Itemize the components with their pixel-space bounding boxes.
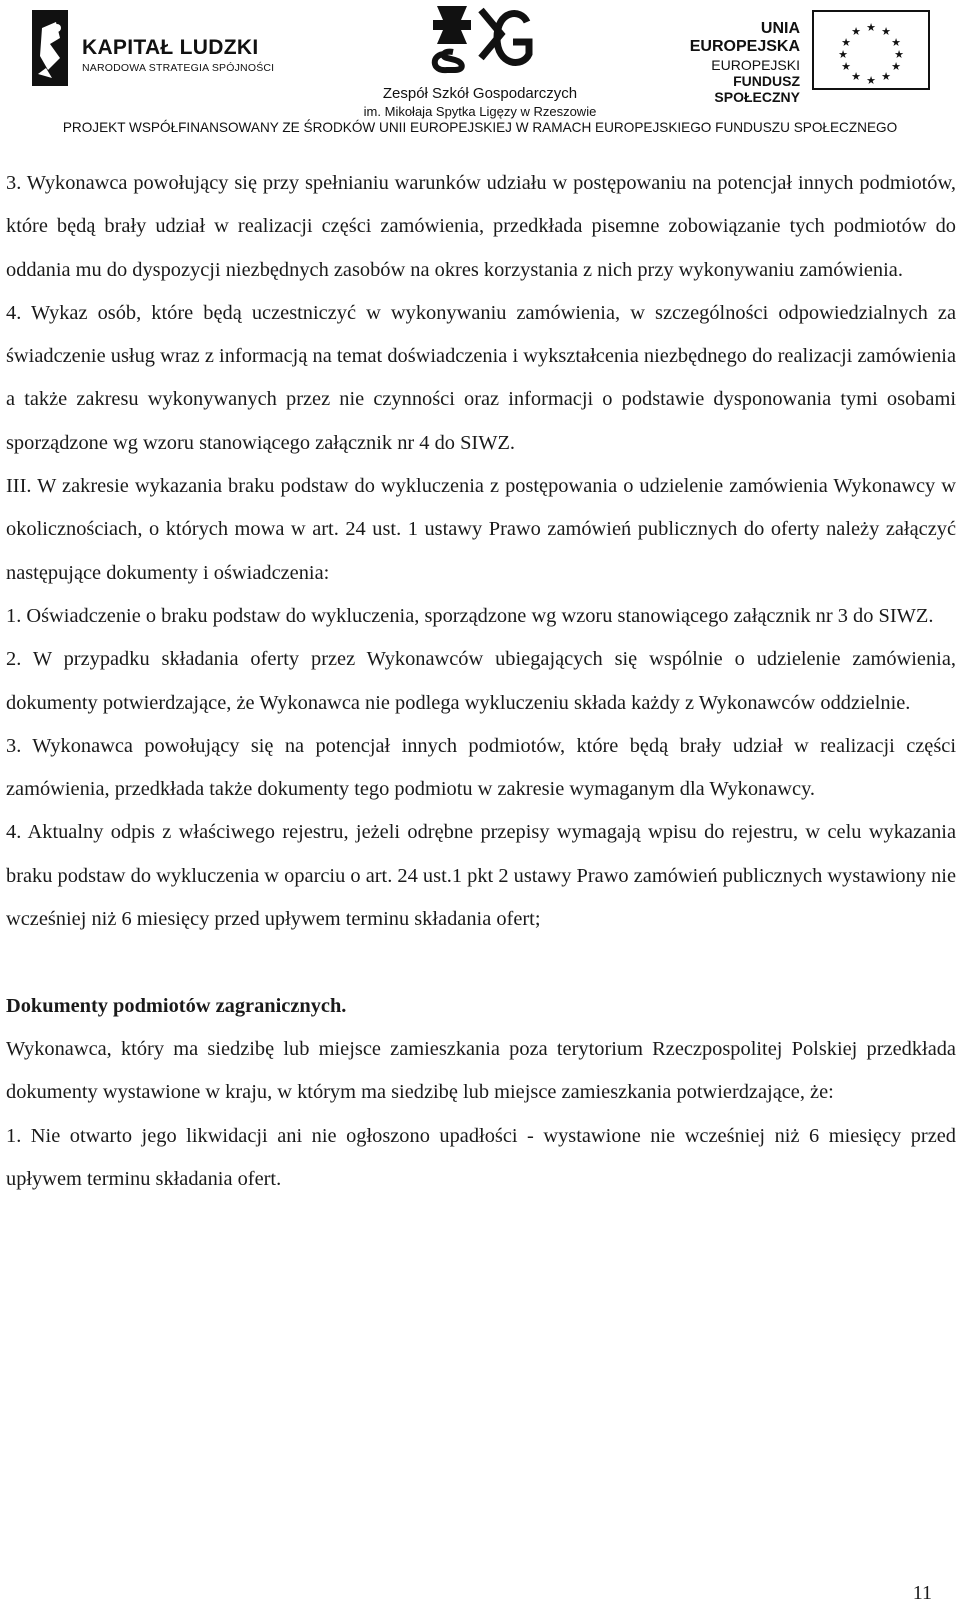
svg-text:★: ★ <box>851 70 861 83</box>
eu-logo <box>650 8 950 105</box>
section-heading-foreign: Dokumenty podmiotów zagranicznych. <box>6 994 347 1017</box>
document-header <box>0 0 960 150</box>
paragraph-iii-item-4: 4. Aktualny odpis z właściwego rejestru, jeżeli odrębne przepisy wymagają wpisu do rejestru, w celu wykazania braku podstaw do wykluczenia w oparciu o art. 24 ust.1 pkt 2 ustawy Prawo zamówień publicznych wystawiony nie wcześniej niż 6 miesięcy przed upływem terminu składania ofert; <box>6 821 956 931</box>
blank-line <box>6 941 956 984</box>
school-patron: im. Mikołaja Spytka Ligęzy w Rzeszowie <box>363 104 597 119</box>
svg-text:★: ★ <box>841 60 851 73</box>
svg-text:★: ★ <box>866 21 876 34</box>
project-cofinancing-line: PROJEKT WSPÓŁFINANSOWANY ZE ŚRODKÓW UNII EUROPEJSKIEJ W RAMACH EUROPEJSKIEGO FUNDUSZU SPOŁECZNEGO <box>62 120 898 135</box>
school-name: Zespół Szkół Gospodarczych <box>382 85 578 102</box>
paragraph-iii-item-3: 3. Wykonawca powołujący się na potencjał innych podmiotów, które będą brały udział w realizacji części zamówienia, przedkłada także dokumenty tego podmiotu w zakresie wymaganym dla Wykonawcy. <box>6 734 956 801</box>
paragraph-iii-item-1: 1. Oświadczenie o braku podstaw do wykluczenia, sporządzone wg wzoru stanowiącego załącznik nr 3 do SIWZ. <box>6 604 934 627</box>
svg-text:★: ★ <box>881 25 891 38</box>
kapital-ludzki-title: KAPITAŁ LUDZKI <box>82 36 259 59</box>
svg-text:★: ★ <box>891 36 901 49</box>
eu-line-2: EUROPEJSKI <box>711 56 800 73</box>
svg-text:★: ★ <box>866 74 876 87</box>
school-logo <box>330 4 630 119</box>
svg-text:★: ★ <box>838 48 848 61</box>
paragraph-iii-item-2: 2. W przypadku składania oferty przez Wykonawców ubiegających się wspólnie o udzielenie zamówienia, dokumenty potwierdzające, że Wykonawca nie podlega wykluczeniu składa każdy z Wykonawców oddzielnie. <box>6 648 956 714</box>
paragraph-foreign-item-1: 1. Nie otwarto jego likwidacji ani nie ogłoszono upadłości - wystawione nie wcześniej niż 6 miesięcy przed upływem terminu składania ofert. <box>6 1124 956 1190</box>
document-body <box>6 162 956 1201</box>
paragraph-item-4-personnel: 4. Wykaz osób, które będą uczestniczyć w wykonywaniu zamówienia, w szczególności odpowiedzialnych za świadczenie usług wraz z informacją na temat doświadczenia i wykształcenia niezbędnego do realizacji zamówienia a także zakresu wykonywanych przez nie czynności oraz informacji o podstawie dysponowania tymi osobami sporządzone wg wzoru stanowiącego załącznik nr 4 do SIWZ. <box>6 301 956 454</box>
kapital-ludzki-logo-icon <box>30 8 70 88</box>
svg-text:★: ★ <box>881 70 891 83</box>
svg-text:★: ★ <box>891 60 901 73</box>
school-emblem-icon <box>425 4 535 76</box>
eu-line-3: FUNDUSZ SPOŁECZNY <box>714 72 800 105</box>
paragraph-section-iii: III. W zakresie wykazania braku podstaw do wykluczenia z postępowania o udzielenie zamówienia Wykonawcy w okolicznościach, o których mowa w art. 24 ust. 1 ustawy Prawo zamówień publicznych do oferty należy załączyć następujące dokumenty i oświadczenia: <box>6 475 956 584</box>
svg-text:★: ★ <box>894 48 904 61</box>
paragraph-item-3-potential: 3. Wykonawca powołujący się przy spełnianiu warunków udziału w postępowaniu na potencjał innych podmiotów, które będą brały udział w realizacji części zamówienia, przedkłada pisemne zobowiązanie tych podmiotów do oddania mu do dyspozycji niezbędnych zasobów na okres korzystania z nich przy wykonywaniu zamówienia. <box>6 172 956 281</box>
paragraph-foreign-intro: Wykonawca, który ma siedzibę lub miejsce zamieszkania poza terytorium Rzeczpospolitej Polskiej przedkłada dokumenty wystawione w kraju, w którym ma siedzibę lub miejsce zamieszkania potwierdzające, że: <box>6 1037 956 1104</box>
kapital-ludzki-subtitle: NARODOWA STRATEGIA SPÓJNOŚCI <box>82 62 275 74</box>
eu-flag-icon <box>812 10 930 90</box>
svg-text:★: ★ <box>841 36 851 49</box>
eu-line-1: UNIA EUROPEJSKA <box>689 20 800 56</box>
page-number: 11 <box>912 1582 932 1604</box>
svg-text:★: ★ <box>851 25 861 38</box>
kapital-ludzki-logo <box>30 8 290 88</box>
